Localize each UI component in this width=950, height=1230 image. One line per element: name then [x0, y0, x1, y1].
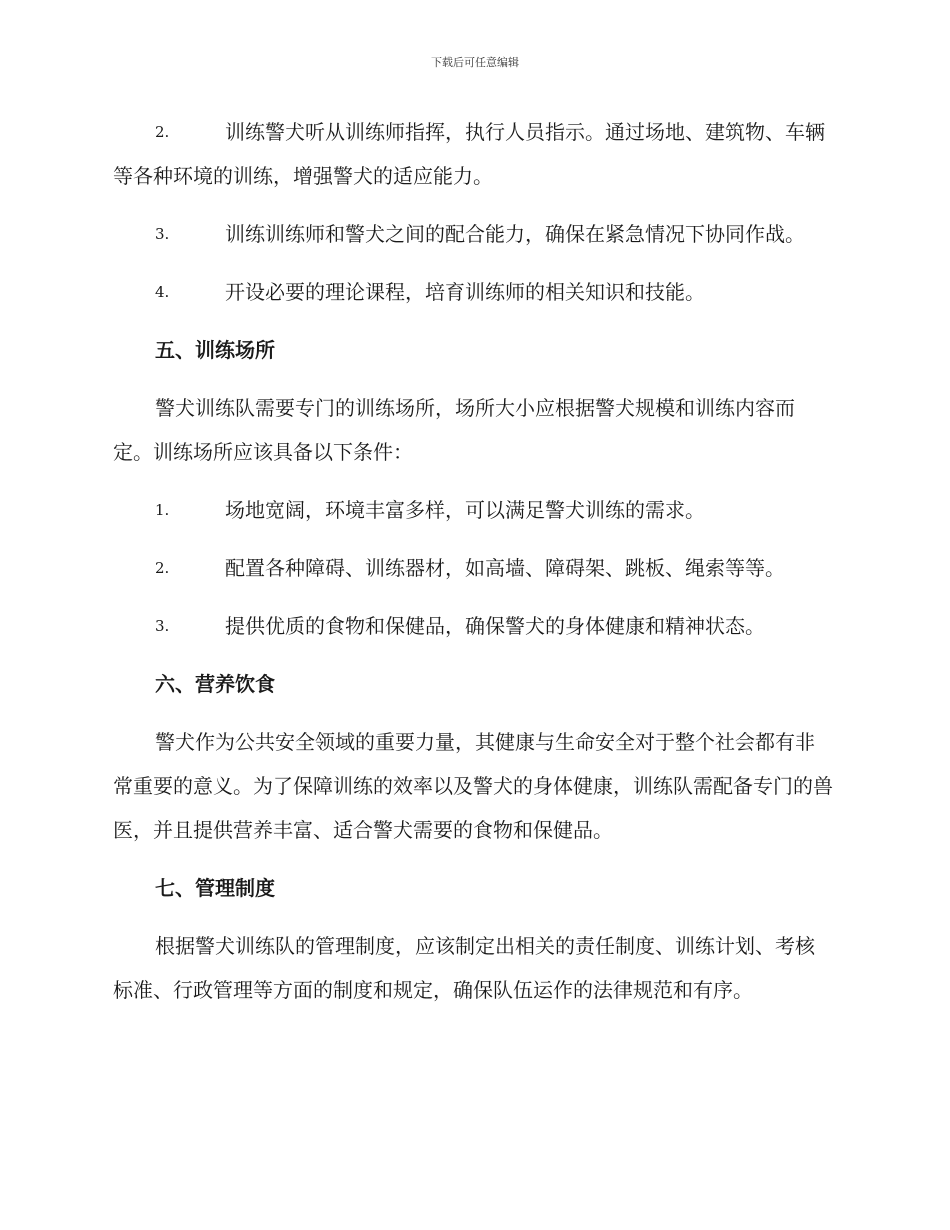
section-paragraph: 警犬作为公共安全领域的重要力量，其健康与生命安全对于整个社会都有非常重要的意义。为了保障训练的效率以及警犬的身体健康，训练队需配备专门的兽医，并且提供营养丰富、适合警犬需要的食物和保健品。	[113, 730, 833, 842]
list-item	[113, 604, 833, 648]
list-text: 训练警犬听从训练师指挥，执行人员指示。通过场地、建筑物、车辆等各种环境的训练，增强警犬的适应能力。	[113, 120, 825, 188]
list-number: 2.	[155, 559, 170, 577]
list-item	[113, 110, 833, 198]
list-item	[113, 546, 833, 590]
list-text: 配置各种障碍、训练器材，如高墙、障碍架、跳板、绳索等等。	[225, 556, 785, 580]
list-number: 2.	[155, 123, 170, 141]
list-text: 场地宽阔，环境丰富多样，可以满足警犬训练的需求。	[225, 498, 705, 522]
list-number: 4.	[155, 283, 170, 301]
page-header: 下载后可任意编辑	[431, 56, 519, 69]
section-heading: 六、营养饮食	[155, 672, 275, 696]
section-paragraph: 警犬训练队需要专门的训练场所，场所大小应根据警犬规模和训练内容而定。训练场所应该具备以下条件：	[113, 396, 795, 464]
section-heading: 七、管理制度	[155, 876, 275, 900]
list-item	[113, 212, 833, 256]
list-text: 训练训练师和警犬之间的配合能力，确保在紧急情况下协同作战。	[225, 222, 805, 246]
list-number: 3.	[155, 225, 170, 243]
list-text: 开设必要的理论课程，培育训练师的相关知识和技能。	[225, 280, 705, 304]
list-number: 1.	[155, 501, 170, 519]
list-item	[113, 488, 833, 532]
list-item	[113, 270, 833, 314]
section-heading: 五、训练场所	[155, 338, 275, 362]
section-paragraph: 根据警犬训练队的管理制度，应该制定出相关的责任制度、训练计划、考核标准、行政管理等方面的制度和规定，确保队伍运作的法律规范和有序。	[113, 934, 815, 1002]
list-text: 提供优质的食物和保健品，确保警犬的身体健康和精神状态。	[225, 614, 765, 638]
list-number: 3.	[155, 617, 170, 635]
document-body	[113, 110, 833, 1026]
